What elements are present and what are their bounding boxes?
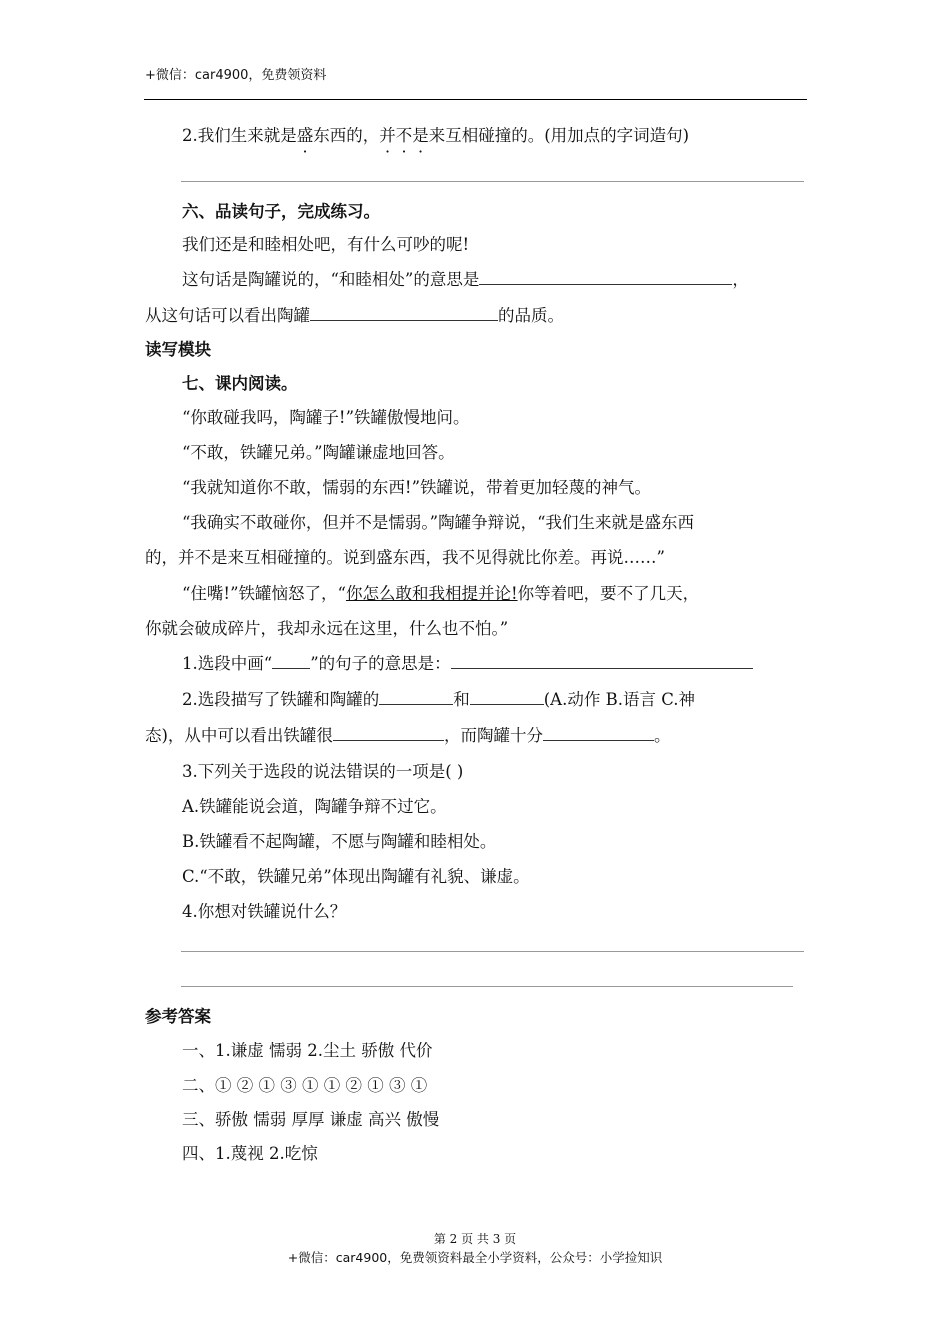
- passage-p5a: [182, 582, 699, 606]
- dotted-char: 并: [379, 126, 396, 145]
- answer-line[interactable]: [181, 181, 804, 182]
- q7-sub2-pre: 2.选段描写了铁罐和陶罐的: [182, 690, 380, 709]
- q7-sub1-post: ”的句子的意思是：: [310, 654, 451, 673]
- q6-line1-text: 这句话是陶罐说的，“和睦相处”的意思是: [182, 270, 480, 289]
- answer-4: 四、1.蔑视 2.吃惊: [182, 1144, 318, 1163]
- q7-sub1: [182, 652, 753, 676]
- q7-title: 七、课内阅读。: [182, 374, 298, 393]
- q7-sub2-period: 。: [653, 726, 671, 745]
- dotted-char: 是: [412, 126, 429, 145]
- module-title: 读写模块: [145, 340, 211, 359]
- option-b[interactable]: B.铁罐看不起陶罐，不愿与陶罐和睦相处。: [182, 832, 497, 851]
- q7-sub4: 4.你想对铁罐说什么？: [182, 902, 347, 921]
- q6-title: 六、品读句子，完成练习。: [182, 202, 380, 221]
- footer-contact: +微信：car4900，免费领资料最全小学资料，公众号：小学捡知识: [287, 1250, 663, 1265]
- q7-sub2-text: 态)，从中可以看出铁罐很: [145, 726, 333, 745]
- dotted-char: 盛: [296, 126, 314, 145]
- passage-p5a-post: 你等着吧，要不了几天，: [517, 584, 700, 603]
- underlined-sentence: 你怎么敢和我相提并论!: [345, 584, 518, 603]
- q6-line1: [182, 268, 749, 292]
- option-c[interactable]: C.“不敢，铁罐兄弟”体现出陶罐有礼貌、谦虚。: [182, 867, 530, 886]
- q7-sub2-and: 和: [453, 690, 470, 709]
- passage-p4a: “我确实不敢碰你，但并不是懦弱。”陶罐争辩说，“我们生来就是盛东西: [182, 513, 695, 532]
- fill-blank[interactable]: [470, 688, 544, 705]
- passage-p5b: 你就会破成碎片，我却永远在这里，什么也不怕。”: [145, 619, 509, 638]
- q6-sentence: 我们还是和睦相处吧，有什么可吵的呢!: [182, 235, 470, 254]
- fill-blank[interactable]: [310, 304, 498, 321]
- q7-sub2-line1: [182, 688, 695, 712]
- q5-item2: [182, 124, 689, 148]
- q5-item2-suffix: 来互相碰撞的。(用加点的字词造句): [428, 126, 690, 145]
- option-a[interactable]: A.铁罐能说会道，陶罐争辩不过它。: [182, 797, 447, 816]
- page-number: 第 2 页 共 3 页: [433, 1232, 517, 1246]
- header-divider: [144, 99, 807, 100]
- q6-line2-suffix: 的品质。: [498, 306, 564, 325]
- q7-sub2-line2: [145, 724, 670, 748]
- q6-line2: [145, 304, 564, 328]
- q7-sub2-options: (A.动作 B.语言 C.神: [543, 690, 695, 709]
- q7-sub3: 3.下列关于选段的说法错误的一项是( ): [182, 762, 464, 781]
- answer-1: 一、1.谦虚 懦弱 2.尘土 骄傲 代价: [182, 1041, 433, 1060]
- fill-blank[interactable]: [479, 268, 732, 285]
- passage-p1: “你敢碰我吗，陶罐子!”铁罐傲慢地问。: [182, 408, 470, 427]
- passage-p2: “不敢，铁罐兄弟。”陶罐谦虚地回答。: [182, 443, 455, 462]
- q5-item2-prefix: 2.我们生来就是: [182, 126, 297, 145]
- answer-2: 二、① ② ① ③ ① ① ② ① ③ ①: [182, 1076, 428, 1095]
- passage-p3: “我就知道你不敢，懦弱的东西!”铁罐说，带着更加轻蔑的神气。: [182, 478, 652, 497]
- underline-sample: [272, 652, 310, 669]
- fill-blank[interactable]: [333, 724, 444, 741]
- q6-line1-comma: ，: [732, 270, 749, 289]
- q7-sub2-text2: ，而陶罐十分: [443, 726, 543, 745]
- answer-line[interactable]: [181, 951, 804, 952]
- q7-sub1-pre: 1.选段中画“: [182, 654, 273, 673]
- answer-3: 三、骄傲 懦弱 厚厚 谦虚 高兴 傲慢: [182, 1110, 440, 1129]
- page-header-text: +微信：car4900，免费领资料: [145, 68, 327, 83]
- dotted-char: 不: [395, 126, 413, 145]
- q5-item2-mid: 东西的，: [313, 126, 380, 145]
- q6-line2-text: 从这句话可以看出陶罐: [145, 306, 310, 325]
- passage-p4b: 的，并不是来互相碰撞的。说到盛东西，我不见得就比你差。再说……”: [145, 548, 665, 567]
- fill-blank[interactable]: [543, 724, 654, 741]
- fill-blank[interactable]: [451, 652, 753, 669]
- fill-blank[interactable]: [379, 688, 453, 705]
- answer-line[interactable]: [181, 986, 793, 987]
- passage-p5a-pre: “住嘴!”铁罐恼怒了，“: [182, 584, 346, 603]
- answers-title: 参考答案: [145, 1007, 211, 1026]
